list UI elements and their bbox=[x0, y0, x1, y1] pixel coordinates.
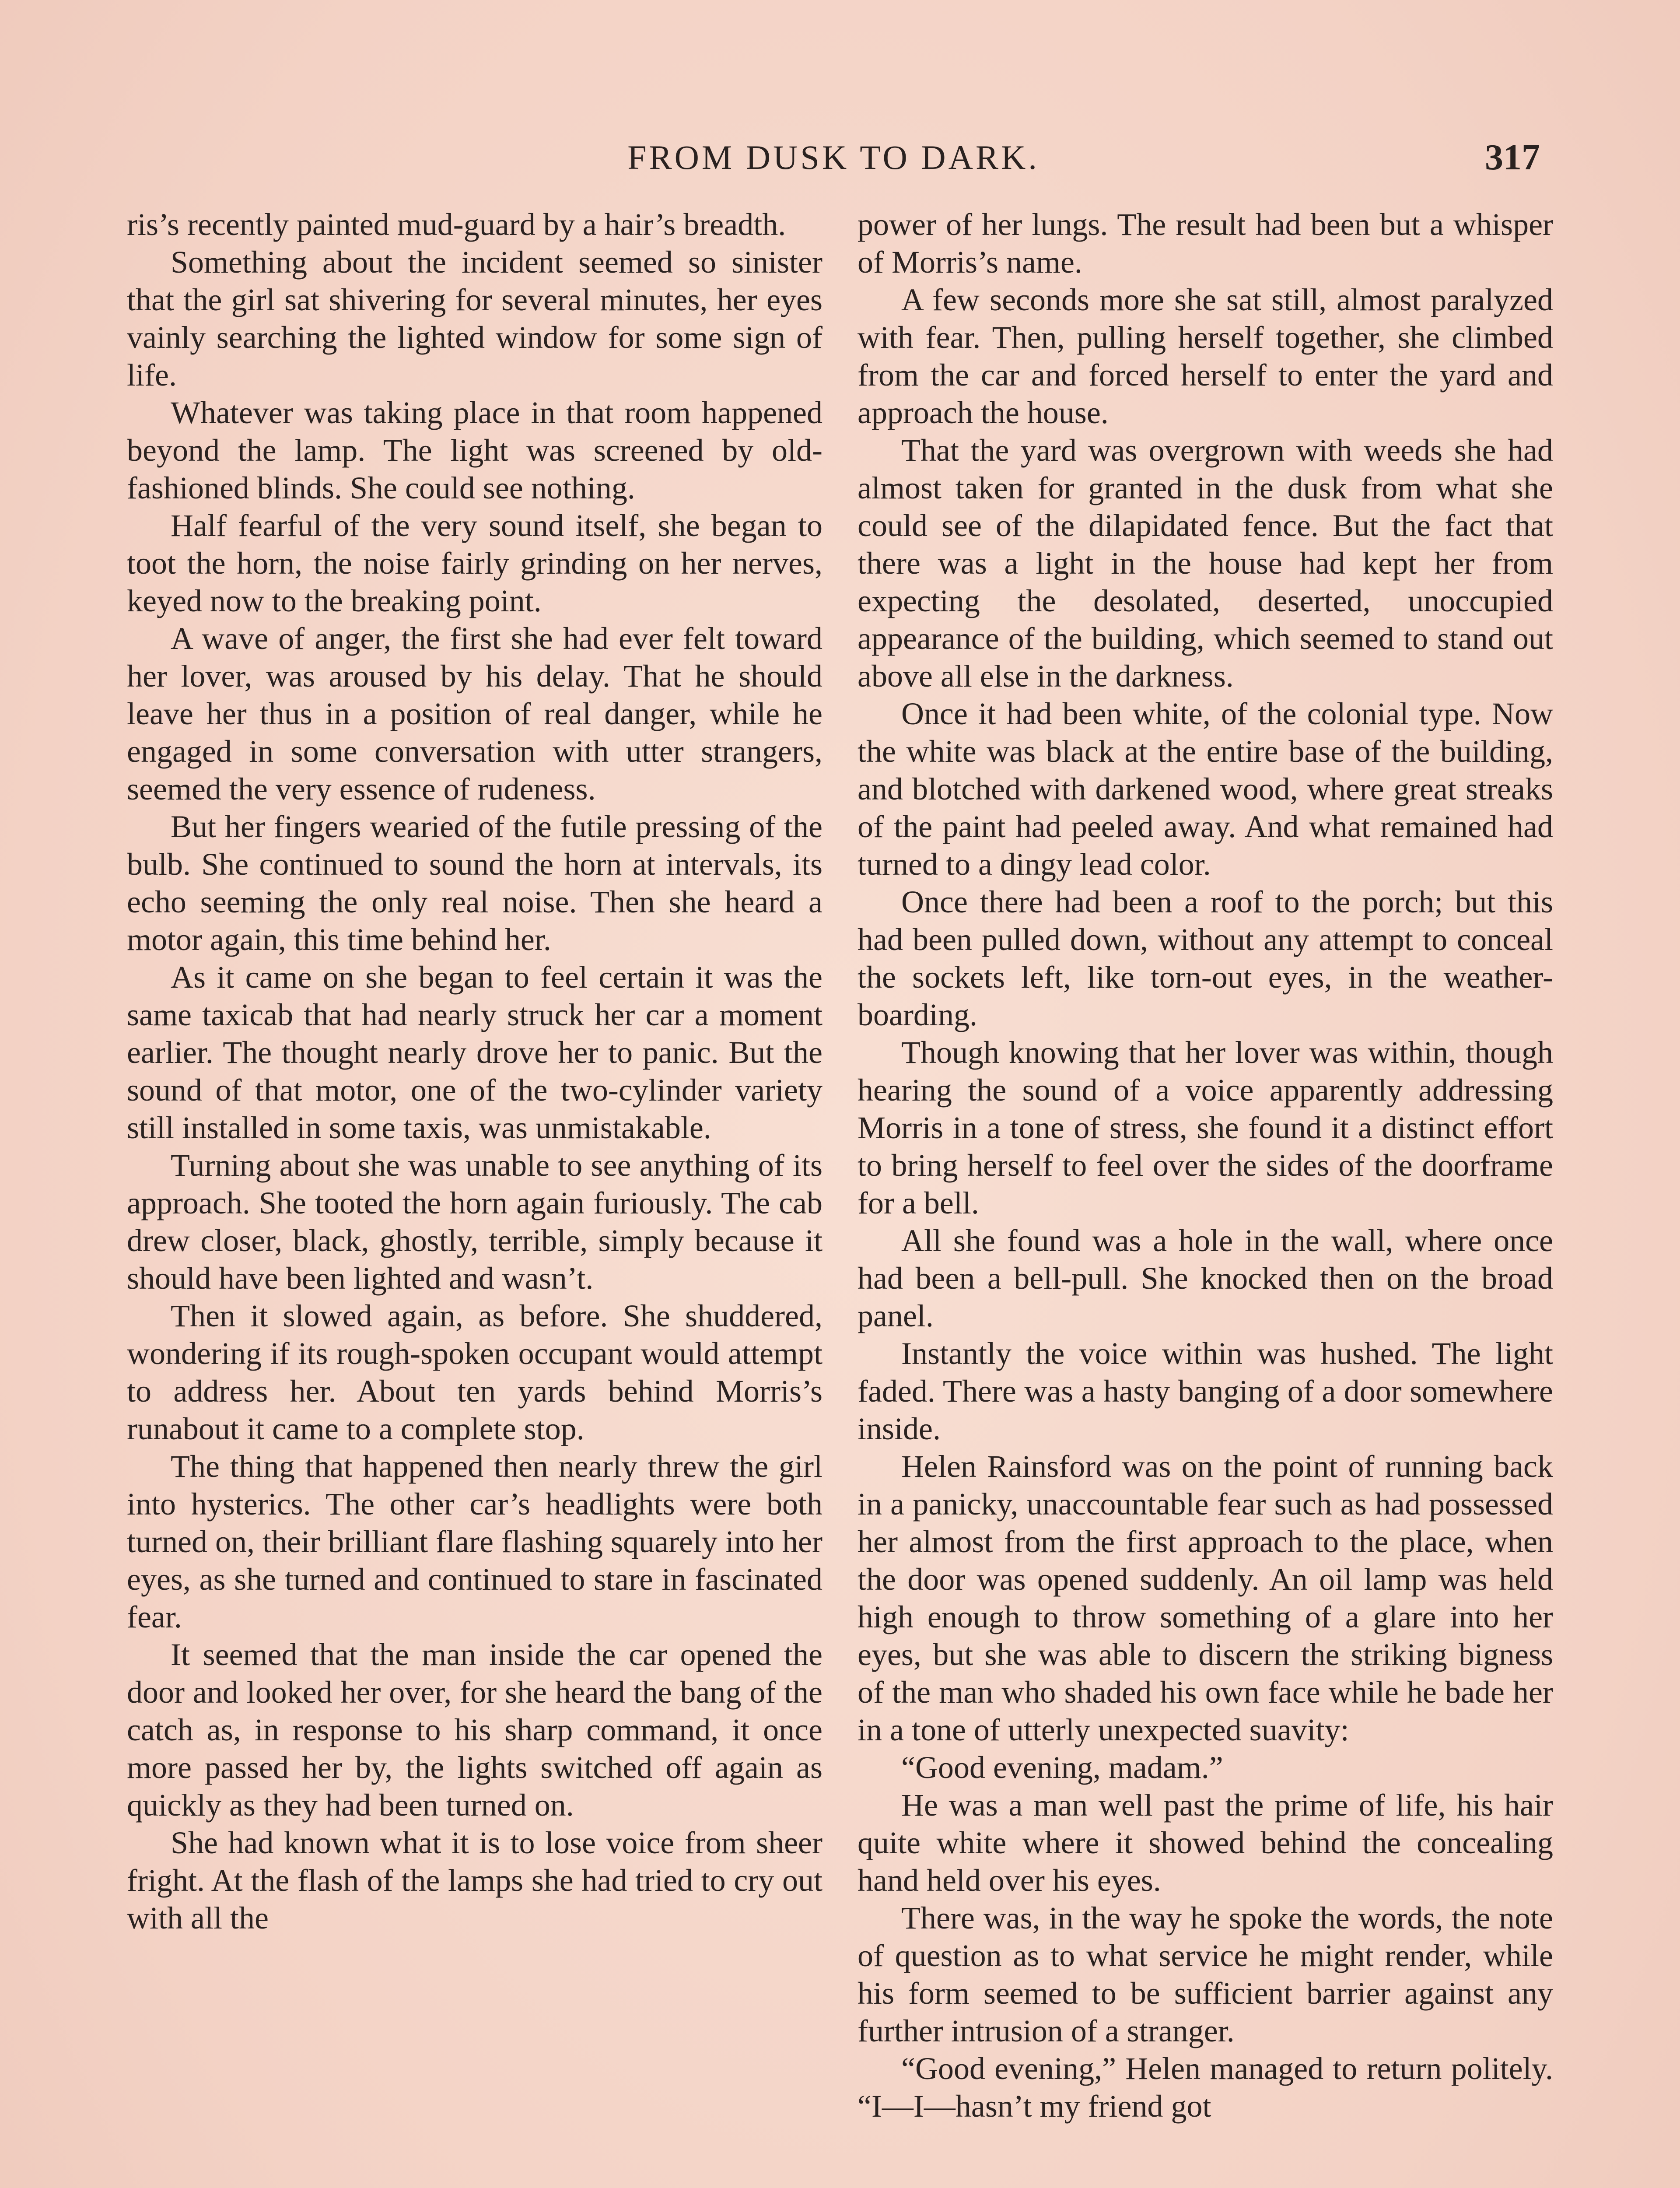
paragraph: ris’s recently painted mud-guard by a hair’s breadth. bbox=[127, 207, 786, 242]
paragraph: Instantly the voice within was hushed. The light faded. There was a hasty banging of a door somewhere inside. bbox=[858, 1336, 1553, 1446]
paragraph: It seemed that the man inside the car opened the door and looked her over, for she heard the bang of the catch as, in response to his sharp command, it once more passed her by, the lights switched off again as quickly as they had been turned on. bbox=[127, 1637, 822, 1823]
paragraph: power of her lungs. The result had been but a whisper of Morris’s name. bbox=[858, 207, 1553, 280]
paragraph: Once it had been white, of the colonial type. Now the white was black at the entire base of the building, and blotched with darkened wood, where great streaks of the paint had peeled away. And what remained had turned to a dingy lead color. bbox=[858, 696, 1553, 882]
paragraph: A few seconds more she sat still, almost paralyzed with fear. Then, pulling herself together, she climbed from the car and forced herself to enter the yard and approach the house. bbox=[858, 282, 1553, 430]
paragraph: Once there had been a roof to the porch; but this had been pulled down, without any attempt to conceal the sockets left, like torn-out eyes, in the weather-boarding. bbox=[858, 884, 1553, 1032]
paragraph: “Good evening,” Helen managed to return politely. “I—I—hasn’t my friend got bbox=[858, 2051, 1553, 2124]
paragraph: Then it slowed again, as before. She shuddered, wondering if its rough-spoken occupant would attempt to address her. About ten yards behind Morris’s runabout it came to a complete stop. bbox=[127, 1298, 822, 1446]
paragraph: There was, in the way he spoke the words, the note of question as to what service he might render, while his form seemed to be sufficient barrier against any further intrusion of a stranger. bbox=[858, 1900, 1553, 2048]
right-column bbox=[858, 206, 1553, 2125]
paragraph: Though knowing that her lover was within, though hearing the sound of a voice apparently addressing Morris in a tone of stress, she found it a distinct effort to bring herself to feel over the sides of the doorframe for a bell. bbox=[858, 1035, 1553, 1220]
paragraph: But her fingers wearied of the futile pressing of the bulb. She continued to sound the horn at intervals, its echo seeming the only real noise. Then she heard a motor again, this time behind her. bbox=[127, 809, 822, 957]
paragraph: All she found was a hole in the wall, where once had been a bell-pull. She knocked then on the broad panel. bbox=[858, 1223, 1553, 1333]
paragraph: Helen Rainsford was on the point of running back in a panicky, unaccountable fear such as had possessed her almost from the first approach to the place, when the door was opened suddenly. An oil lamp was held high enough to throw something of a glare into her eyes, but she was able to discern the striking bigness of the man who shaded his own face while he bade her in a tone of utterly unexpected suavity: bbox=[858, 1449, 1553, 1747]
paragraph: The thing that happened then nearly threw the girl into hysterics. The other car’s headlights were both turned on, their brilliant flare flashing squarely into her eyes, as she turned and continued to stare in fascinated fear. bbox=[127, 1449, 822, 1634]
paragraph: “Good evening, madam.” bbox=[901, 1750, 1223, 1785]
paragraph: Whatever was taking place in that room happened beyond the lamp. The light was screened by old-fashioned blinds. She could see nothing. bbox=[127, 395, 822, 505]
page-header bbox=[127, 131, 1540, 184]
running-title: FROM DUSK TO DARK. bbox=[627, 138, 1040, 176]
paragraph: Something about the incident seemed so sinister that the girl sat shivering for several minutes, her eyes vainly searching the lighted window for some sign of life. bbox=[127, 245, 822, 393]
left-column bbox=[127, 206, 822, 1937]
paragraph: As it came on she began to feel certain it was the same taxicab that had nearly struck her car a moment earlier. The thought nearly drove her to panic. But the sound of that motor, one of the two-cylinder variety still installed in some taxis, was unmistakable. bbox=[127, 960, 822, 1145]
paragraph: A wave of anger, the first she had ever felt toward her lover, was aroused by his delay. That he should leave her thus in a position of real danger, while he engaged in some conversation with utter strangers, seemed the very essence of rudeness. bbox=[127, 621, 822, 806]
paragraph: She had known what it is to lose voice from sheer fright. At the flash of the lamps she had tried to cry out with all the bbox=[127, 1825, 822, 1936]
paragraph: Half fearful of the very sound itself, she began to toot the horn, the noise fairly grinding on her nerves, keyed now to the breaking point. bbox=[127, 508, 822, 618]
paragraph: That the yard was overgrown with weeds she had almost taken for granted in the dusk from what she could see of the dilapidated fence. But the fact that there was a light in the house had kept her from expecting the desolated, deserted, unoccupied appearance of the building, which seemed to stand out above all else in the darkness. bbox=[858, 433, 1553, 694]
paragraph: He was a man well past the prime of life, his hair quite white where it showed behind the concealing hand held over his eyes. bbox=[858, 1788, 1553, 1898]
paragraph: Turning about she was unable to see anything of its approach. She tooted the horn again furiously. The cab drew closer, black, ghostly, terrible, simply because it should have been lighted and wasn’t. bbox=[127, 1148, 822, 1296]
page-number: 317 bbox=[1485, 137, 1540, 178]
